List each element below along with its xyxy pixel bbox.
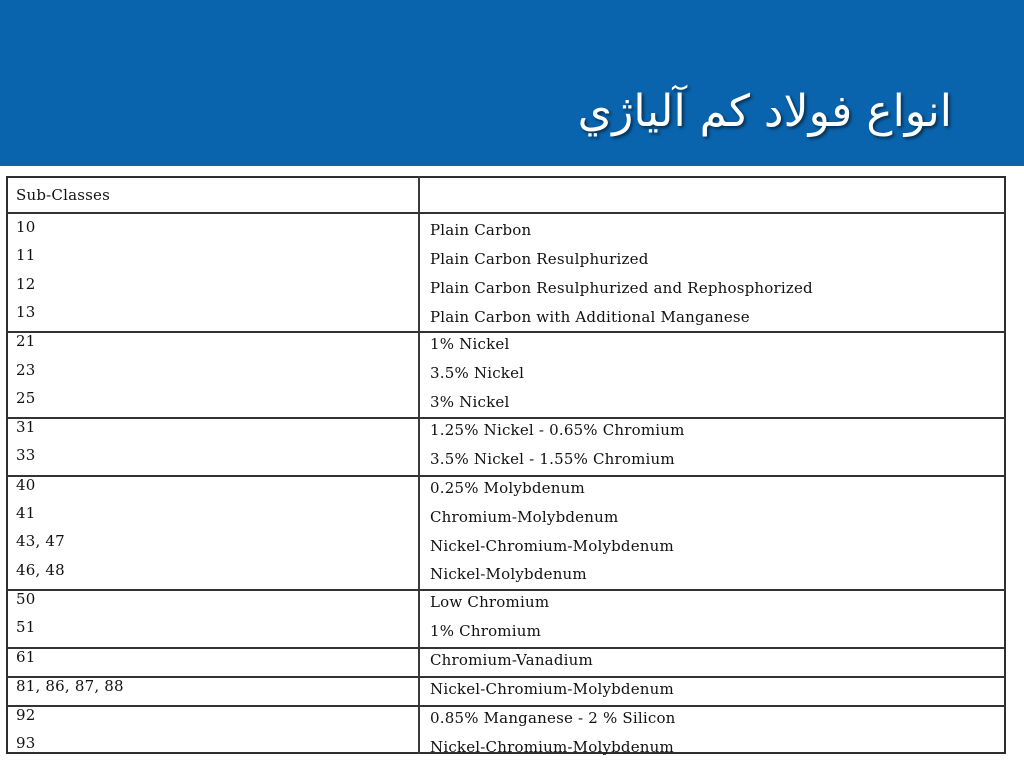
subclass-description: 1% Chromium (430, 621, 542, 640)
subclass-description: Plain Carbon (430, 221, 532, 239)
subclass-code: 51 (16, 618, 36, 637)
subclass-description: Plain Carbon Resulphurized and Rephosphorized (430, 278, 813, 297)
subclass-description: 0.25% Molybdenum (430, 478, 585, 497)
subclass-description: Nickel-Chromium-Molybdenum (430, 679, 674, 698)
header-rule (6, 212, 1006, 214)
subclass-description: Chromium-Molybdenum (430, 507, 619, 526)
group-rule (6, 589, 1006, 591)
subclass-code: 81, 86, 87, 88 (16, 676, 124, 695)
subclass-code: 21 (16, 332, 36, 351)
slide-title: انواع فولاد کم آلیاژي (577, 86, 952, 137)
subclass-description: Nickel-Molybdenum (430, 565, 587, 584)
group-rule (6, 647, 1006, 649)
subclass-description: Nickel-Chromium-Molybdenum (430, 738, 674, 756)
group-rule (6, 705, 1006, 707)
slide-header (0, 0, 1024, 166)
scanned-table (6, 176, 1006, 756)
group-rule (6, 331, 1006, 333)
subclass-description: 1% Nickel (430, 335, 510, 354)
subclass-code: 12 (16, 274, 36, 293)
table-left-border (6, 176, 8, 754)
table-right-border (1004, 176, 1006, 754)
subclass-code: 92 (16, 706, 36, 725)
subclass-code: 40 (16, 475, 36, 494)
group-rule (6, 676, 1006, 678)
subclass-description: 3.5% Nickel - 1.55% Chromium (430, 450, 675, 468)
subclass-description: Plain Carbon with Additional Manganese (430, 307, 750, 326)
column-divider (418, 176, 420, 754)
subclass-code: 50 (16, 589, 36, 608)
subclass-code: 31 (16, 418, 36, 437)
table-top-border (6, 176, 1006, 178)
subclass-code: 11 (16, 246, 36, 265)
group-rule (6, 475, 1006, 477)
subclass-description: 3.5% Nickel (430, 364, 525, 383)
subclass-code: 41 (16, 504, 36, 522)
subclass-code: 23 (16, 360, 36, 379)
subclass-code: 46, 48 (16, 560, 65, 579)
header-left: Sub-Classes (16, 186, 110, 204)
subclass-code: 13 (16, 302, 36, 321)
subclass-description: Plain Carbon Resulphurized (430, 249, 649, 268)
subclass-code: 93 (16, 734, 36, 753)
subclass-description: 3% Nickel (430, 393, 510, 411)
group-rule (6, 417, 1006, 419)
subclass-description: Nickel-Chromium-Molybdenum (430, 536, 674, 555)
subclass-code: 61 (16, 647, 36, 666)
subclass-description: 1.25% Nickel - 0.65% Chromium (430, 421, 685, 440)
subclass-description: Low Chromium (430, 592, 550, 611)
subclass-code: 43, 47 (16, 532, 65, 551)
subclass-code: 25 (16, 388, 36, 407)
subclass-code: 33 (16, 446, 36, 465)
subclass-code: 10 (16, 218, 36, 236)
subclass-description: Chromium-Vanadium (430, 650, 593, 669)
subclass-description: 0.85% Manganese - 2 % Silicon (430, 709, 676, 728)
